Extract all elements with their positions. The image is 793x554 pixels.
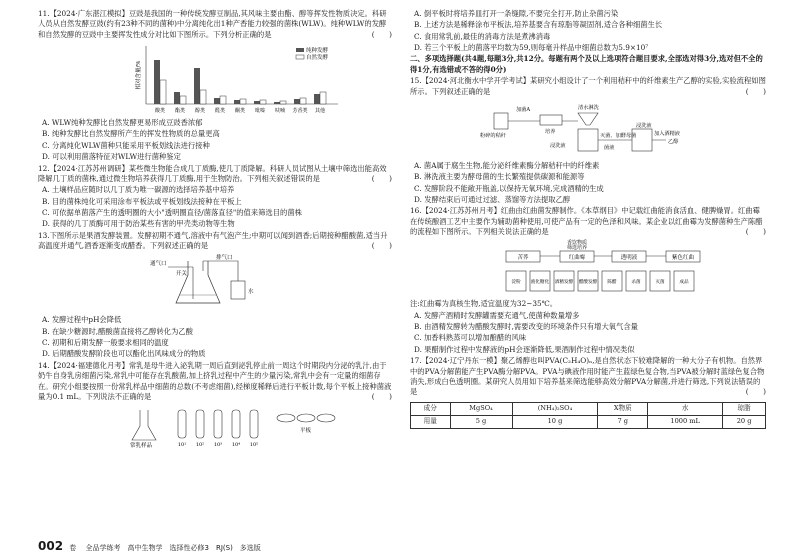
- category-label: 呋喃: [274, 108, 286, 115]
- bar-natural: [200, 90, 206, 104]
- category-label: 芳香类: [292, 108, 308, 115]
- dilution-tube: [214, 410, 222, 438]
- table-cell: 10 g: [512, 415, 598, 428]
- dilution-label: 10⁴: [231, 442, 241, 449]
- q15-opt-b: B. 淋洗液主要为酵母菌的生长繁殖提供碳源和能源等: [414, 172, 585, 182]
- q12-opt-c: C. 可依据单菌落产生的透明圈的大小"透明圈直径/菌落直径"的值来筛选目的菌株: [42, 207, 302, 217]
- q14-opt-b: B. 上述方法是稀释涂布平板法,培养基要含有琼脂等凝固剂,适合各种细菌生长: [414, 20, 663, 30]
- flow-step-label: 杀菌: [631, 280, 641, 286]
- flow-box-label: 红曲霉: [568, 255, 586, 262]
- q16-flow-diagram: [410, 239, 766, 297]
- bar-natural: [240, 99, 246, 104]
- label-add-bacteria-a: 加菌A: [516, 106, 531, 113]
- label-yeast-liquid: 菌液: [604, 144, 615, 151]
- bar-natural: [220, 96, 226, 104]
- q13-stem: 13.下图所示是果酒发酵装置。发酵初期不通气,溶液中有气泡产生;中期可以闻到酒香;后期接种醋酸菌,适当升高温度并通气,酒香逐渐变成醋香。下列叙述正确的是 ( ): [38, 230, 392, 251]
- section-2-heading: 二、多项选择题(共4题,每题3分,共12分。每题有两个及以上选项符合题目要求,全部选对得3分,选对但不全的得1分,有选错或不答的得0分): [410, 54, 763, 74]
- label-culture: 培养: [545, 128, 556, 135]
- q15-opt-c: C. 发酵阶段不能敞开瓶盖,以保持无氧环境,完成酒精的生成: [414, 183, 604, 193]
- flow-note-screening: 筛选培养: [566, 245, 588, 252]
- q13-opt-b: B. 在缺少糖源时,醋酸菌直接将乙醇转化为乙酸: [42, 326, 193, 336]
- bar-pure: [254, 101, 260, 104]
- left-column: [38, 9, 392, 450]
- q15-flow-diagram: [410, 99, 766, 159]
- q15-opt-a: A. 菌A属于腐生生物,能分泌纤维素酶分解秸秆中的纤维素: [414, 160, 600, 170]
- category-label: 吡嗪: [254, 108, 266, 115]
- flow-box-label: 苦荞: [517, 255, 529, 262]
- q12-opt-a: A. 土壤样品应随时以几丁质为唯一碳源的选择培养基中培养: [42, 185, 235, 195]
- flow-step-label: 酒精发酵: [554, 280, 574, 286]
- bar-pure: [234, 100, 240, 104]
- q12-opt-b: B. 目的菌株纯化可采用涂布平板法或平板划线法接种在平板上: [42, 196, 242, 206]
- label-wash-liquid-2: 浸洗液: [636, 122, 652, 129]
- category-label: 酯类: [174, 108, 186, 115]
- table-cell: 20 g: [723, 415, 766, 428]
- q13-opt-c: C. 初期和后期发酵一般要求相同的温度: [42, 338, 169, 348]
- bar-pure: [294, 99, 300, 104]
- bar-natural: [300, 98, 306, 104]
- bar-pure: [194, 68, 200, 104]
- q17-stem: 17.【2024·辽宁丹东一模】聚乙烯醇也叫PVA(C₂H₄O)ₙ,是自然状态下较难降解的一种大分子有机物。自然界中的PVA分解菌能产生PVA酶分解PVA。PVA与碘液作用时能产生蓝绿色复合物,当PVA被分解时蓝绿色复合物消失,形成白色透明圈。某研究人员用如下培养基来筛选能够高效分解PVA分解菌,并进行筛选,下列说法错误的是 ( ): [410, 356, 766, 397]
- bar-natural: [320, 92, 326, 104]
- flow-step-label: 陈醋: [607, 280, 617, 286]
- bar-natural: [160, 80, 166, 104]
- q11-stem: 11.【2024·广东湛江模拟】豆豉是我国的一种传统发酵豆制品,其风味主要由酯、醇等挥发性物质决定。科研人员从自然发酵豆豉(约有23种不同的菌种)中分离纯化出1种产香能力较强的菌株(WLW)。纯种WLW的发酵和自然发酵的豆豉中主要挥发性成分对比如下图所示。下列分析正确的是 ( ): [38, 9, 392, 39]
- label-plate: 平板: [300, 428, 312, 435]
- q11-opt-b: B. 纯种发酵比自然发酵所产生的挥发性物质的总量更高: [42, 129, 220, 139]
- legend-pure: 纯种发酵: [306, 48, 329, 55]
- table-header-cell: (NH₄)₂SO₄: [512, 402, 598, 415]
- bar-natural: [280, 101, 286, 104]
- table-header-cell: 琼脂: [723, 402, 766, 415]
- table-header-cell: X物质: [598, 402, 648, 415]
- label-wash: 清水淋洗: [578, 104, 599, 111]
- label-wash-liquid-1: 浸洗液: [550, 142, 566, 149]
- table-cell: 7 g: [598, 415, 648, 428]
- bar-pure: [214, 98, 220, 104]
- legend-swatch-natural: [296, 55, 304, 59]
- table-header-cell: 水: [648, 402, 723, 415]
- label-switch: 开关: [176, 271, 188, 278]
- page-footer: [38, 538, 261, 554]
- dilution-label: 10³: [213, 442, 223, 449]
- table-header-cell: 成分: [411, 402, 451, 415]
- q14-opt-c: C. 食用常乳前,最佳的消毒方法是煮沸消毒: [414, 31, 551, 41]
- flow-box-label: 透明液: [620, 255, 638, 262]
- q11-chart: [38, 42, 392, 116]
- q14-opt-d: D. 若三个平板上的菌落平均数为59,则每毫升样品中细菌总数为5.9×10⁷: [414, 43, 649, 53]
- flow-note-aroma: 香饮物质: [566, 240, 588, 247]
- footer-text: 卷 全品学练考 高中生物学 选择性必修3 RJ(S) 多选版: [69, 544, 261, 552]
- q15-opt-d: D. 发酵结束后可通过过滤、蒸馏等方法提取乙醇: [414, 194, 571, 204]
- table-header-row: [411, 402, 766, 415]
- legend-natural: 自然发酵: [306, 55, 329, 62]
- q12-stem: 12.【2024·江苏苏州调研】某些微生物能合成几丁质酶,使几丁质降解。科研人员试图从土壤中筛选出能高效降解几丁质的菌株,通过微生物培养获得几丁质酶,用于生物防治。下列相关叙述错误的是 ( ): [38, 163, 392, 183]
- q14-dilution-diagram: [38, 404, 392, 448]
- q17-medium-table: [410, 402, 766, 429]
- dilution-tube: [232, 410, 240, 438]
- q16-stem: 16.【2024·江苏苏州月考】红曲由红曲菌发酵制作。《本草纲目》中记载红曲能消食活血、健脾燥胃。红曲霉在传统酿酒工艺中主要作为辅助菌种使用,可使产品有一定的色泽和风味。某企业以红曲霉为发酵菌种生产陈醋的流程如下图所示。下列相关说法正确的是 ( ): [410, 206, 766, 237]
- label-water: 水: [248, 289, 254, 296]
- category-label: 醛类: [214, 108, 226, 115]
- dilution-label: 10²: [195, 442, 205, 449]
- flow-step-label: 液化糖化: [530, 280, 550, 286]
- dilution-label: 10¹: [177, 442, 187, 449]
- flow-step-label: 淀粉: [511, 280, 521, 286]
- q14-opt-a: A. 倒平板时将培养皿打开一条缝隙,不要完全打开,防止杂菌污染: [414, 9, 619, 18]
- table-cell: 5 g: [450, 415, 512, 428]
- bar-pure: [274, 102, 280, 104]
- q12-opt-d: D. 获得的几丁质酶可用于防治某些有害的甲壳类动物等生物: [42, 219, 235, 229]
- q16-opt-b: B. 由酒精发酵转为醋酸发酵时,需要改变的环境条件只有增大氧气含量: [414, 322, 638, 332]
- table-cell: 1000 mL: [648, 415, 723, 428]
- q16-note: 注:红曲霉为真核生物,适宜温度为32~35℃。: [410, 299, 558, 309]
- q11-opt-a: A. WLW纯种发酵比自然发酵更易形成豆豉香浓郁: [42, 118, 203, 128]
- q14-stem: 14.【2024·福建德化月考】常乳是母牛进入泌乳期一周后直到泌乳停止前一周这个时期段内分泌的乳汁,由于奶牛自身乳房细菌污染,常乳中可能存在乳酸菌,加上挤乳过程中产生的少量污染,常乳中会有一定量的细菌存在。研究小组要按照一份常乳样品中细菌的总数(不考虑细菌),经梯度稀释后进行平板计数,每个平板上接种菌液量为0.1 mL。下列说法不正确的是 ( ): [38, 360, 392, 401]
- flow-step-label: 灭菌: [655, 280, 665, 286]
- table-cell: 用量: [411, 415, 451, 428]
- q13-fermenter-diagram: [38, 253, 392, 313]
- bar-pure: [154, 60, 160, 104]
- category-label: 酸类: [154, 108, 166, 115]
- category-label: 酮类: [234, 108, 246, 115]
- label-ethanol: 乙醇: [668, 138, 679, 145]
- q16-opt-a: A. 发酵产酒精时发酵罐需要充通气,使菌种数量增多: [414, 310, 580, 320]
- table-row: [411, 415, 766, 428]
- label-air-inlet: 通气口: [150, 261, 167, 268]
- label-milk-sample: 常乳样品: [130, 443, 153, 449]
- flow-step-label: 成品: [679, 280, 689, 286]
- bar-pure: [174, 92, 180, 104]
- q11-opt-c: C. 分离纯化WLW菌种只能采用平板划线法进行接种: [42, 140, 210, 150]
- q16-opt-c: C. 加香料熟蒸可以增加酿醋的风味: [414, 333, 527, 343]
- q13-opt-d: D. 后期醋酸发酵阶段也可以酯化出风味成分的物质: [42, 349, 206, 359]
- dilution-tube: [250, 410, 258, 438]
- page-number: 002: [38, 539, 64, 553]
- label-add-alcohol: 加入酒精液: [654, 130, 680, 137]
- q11-opt-d: D. 可以利用菌落特征对WLW进行菌种鉴定: [42, 152, 181, 162]
- right-column: [410, 9, 766, 429]
- dilution-tube: [178, 410, 186, 438]
- table-header-cell: MgSO₄: [450, 402, 512, 415]
- bar-natural: [180, 96, 186, 104]
- bar-pure: [314, 94, 320, 104]
- q15-stem: 15.【2024·河北衡水中学开学考试】某研究小组设计了一个利用秸秆中的纤维素生产乙醇的实验,实验流程如图所示。下列叙述正确的是 ( ): [410, 76, 766, 96]
- bar-natural: [260, 100, 266, 104]
- label-exhaust: 排气口: [216, 255, 233, 262]
- category-label: 醇类: [194, 108, 206, 115]
- q13-opt-a: A. 发酵过程中pH会降低: [42, 315, 122, 325]
- q11-ylabel: 相对含量/%: [136, 60, 142, 90]
- flow-step-label: 醋酸发酵: [578, 280, 598, 286]
- q16-opt-d: D. 果醋制作过程中发酵液的pH会逐渐降低,果酒制作过程中情况类似: [414, 344, 635, 354]
- legend-swatch-pure: [296, 48, 304, 52]
- flow-box-label: 紫色红曲: [671, 255, 695, 262]
- dilution-tube: [196, 410, 204, 438]
- label-sterilize-add-yeast: 灭菌、加酵母菌: [600, 132, 637, 139]
- category-label: 其他: [314, 108, 326, 115]
- dilution-label: 10⁵: [249, 442, 259, 449]
- label-crushed-straw: 粉碎的秸秆: [480, 132, 506, 139]
